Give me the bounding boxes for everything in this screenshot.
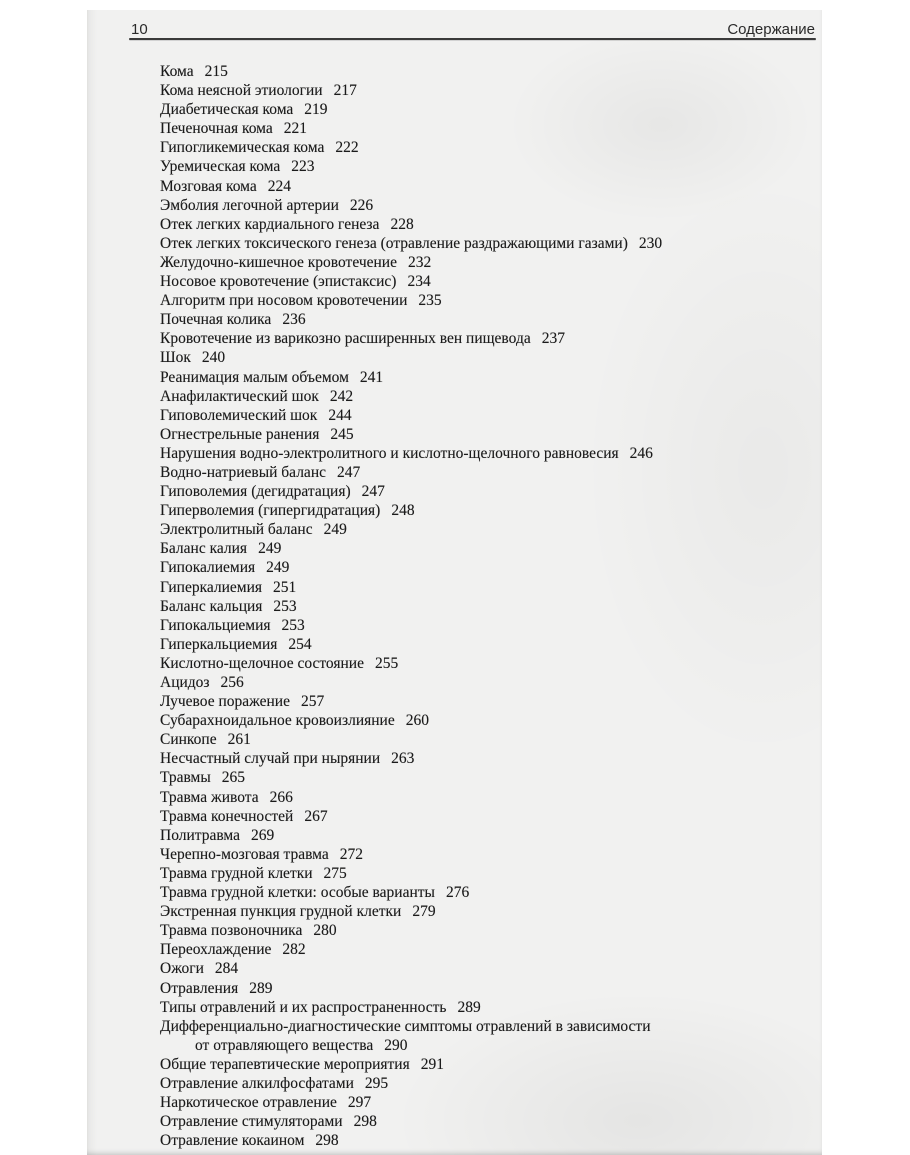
toc-entry-title: Гиперкальциемия xyxy=(160,635,278,653)
toc-entry xyxy=(160,520,812,539)
toc-entry-page-number: 248 xyxy=(391,502,415,520)
toc-entry-page-number: 215 xyxy=(204,63,228,80)
toc-entry-title: Огнестрельные ранения xyxy=(160,425,320,443)
toc-entry-title: Субарахноидальное кровоизлияние xyxy=(160,712,395,730)
toc-entry xyxy=(160,959,812,978)
toc-entry xyxy=(160,635,812,654)
toc-entry-page-number: 284 xyxy=(214,960,239,978)
toc-entry-title: Политравма xyxy=(160,826,240,844)
toc-entry-page-number: 221 xyxy=(283,120,308,138)
toc-entry-page-number: 228 xyxy=(390,215,414,233)
toc-entry xyxy=(160,768,812,787)
toc-entry-title: Ацидоз xyxy=(160,674,210,691)
toc-entry-title: Электролитный баланс xyxy=(160,521,313,539)
toc-entry-page-number: 289 xyxy=(457,998,481,1016)
toc-entry-page-number: 237 xyxy=(541,330,565,348)
toc-entry xyxy=(160,807,812,826)
toc-entry xyxy=(160,539,812,558)
toc-entry xyxy=(160,444,812,463)
toc-entry xyxy=(160,196,812,215)
toc-entry xyxy=(160,845,812,864)
toc-entry xyxy=(160,157,812,176)
toc-entry-title: Алгоритм при носовом кровотечении xyxy=(160,292,408,310)
toc-entry-page-number: 230 xyxy=(638,234,663,252)
toc-entry xyxy=(160,730,812,749)
toc-entry-title: Травма грудной клетки: особые варианты xyxy=(160,884,435,902)
toc-entry-title: Отравление стимуляторами xyxy=(160,1113,343,1131)
toc-entry-page-number: 253 xyxy=(273,597,297,615)
toc-entry xyxy=(160,1112,812,1131)
toc-entry-page-number: 282 xyxy=(282,941,306,959)
toc-entry xyxy=(160,387,812,406)
toc-entry xyxy=(160,1017,812,1036)
toc-entry-page-number: 249 xyxy=(323,521,347,539)
toc-entry xyxy=(160,826,812,845)
toc-entry xyxy=(160,864,812,883)
toc-entry-title: Общие терапевтические мероприятия xyxy=(160,1055,410,1073)
toc-entry-title: Кислотно-щелочное состояние xyxy=(160,654,364,672)
toc-entry-page-number: 297 xyxy=(347,1094,372,1112)
toc-entry-page-number: 267 xyxy=(304,807,328,825)
toc-entry xyxy=(160,81,812,100)
toc-entry xyxy=(160,406,812,425)
toc-entry xyxy=(160,1055,812,1074)
toc-entry-title: Гиперволемия (гипергидратация) xyxy=(160,502,381,520)
toc-entry-title: Типы отравлений и их распространенность xyxy=(160,998,447,1016)
toc-entry xyxy=(160,177,812,196)
toc-entry-title: Переохлаждение xyxy=(160,941,272,959)
toc-entry-title: Травмы xyxy=(160,769,211,787)
toc-entry-title: Наркотическое отравление xyxy=(160,1094,337,1112)
toc-entry xyxy=(160,578,812,597)
toc-entry-title: Травма позвоночника xyxy=(160,922,303,940)
toc-entry-page-number: 251 xyxy=(273,578,297,596)
running-head xyxy=(131,16,815,38)
toc-entry-title: Синкопе xyxy=(160,731,217,749)
toc-entry xyxy=(160,998,812,1017)
toc-entry-page-number: 249 xyxy=(266,559,290,577)
toc-entry-title: Экстренная пункция грудной клетки xyxy=(160,903,402,921)
toc-entry xyxy=(160,62,812,81)
toc-entry xyxy=(160,616,812,635)
toc-entry-title: Травма живота xyxy=(160,788,259,806)
toc-entry-page-number: 280 xyxy=(313,922,337,940)
scanned-page xyxy=(87,10,822,1155)
toc-entry-page-number: 289 xyxy=(249,979,273,997)
toc-entry-page-number: 247 xyxy=(361,483,385,501)
toc-entry-page-number: 261 xyxy=(227,731,251,749)
toc-entry-page-number: 253 xyxy=(281,616,305,634)
toc-entry xyxy=(160,654,812,673)
toc-entry-title: Печеночная кома xyxy=(160,120,273,138)
toc-list xyxy=(160,62,812,1150)
toc-entry xyxy=(160,291,812,310)
toc-entry-title: Кровотечение из варикозно расширенных вен пищевода xyxy=(160,330,531,348)
toc-entry-title: Гипокалиемия xyxy=(160,559,256,577)
toc-entry-page-number: 298 xyxy=(353,1113,377,1131)
toc-entry-page-number: 236 xyxy=(282,311,306,329)
toc-entry-title: Гипокальциемия xyxy=(160,616,271,634)
toc-entry-page-number: 263 xyxy=(391,750,415,768)
toc-entry xyxy=(160,425,812,444)
toc-entry xyxy=(160,940,812,959)
toc-entry xyxy=(160,711,812,730)
toc-entry-page-number: 240 xyxy=(201,349,226,367)
toc-entry-title: Баланс калия xyxy=(160,540,248,558)
toc-entry xyxy=(160,100,812,119)
toc-entry xyxy=(160,253,812,272)
toc-entry-title: Гипогликемическая кома xyxy=(160,139,325,157)
toc-entry xyxy=(160,348,812,367)
toc-entry xyxy=(160,1131,812,1150)
toc-entry xyxy=(160,215,812,234)
toc-entry-title: Отек легких токсического генеза (отравление раздражающими газами) xyxy=(160,234,628,252)
toc-entry xyxy=(160,788,812,807)
toc-entry-title: Отравления xyxy=(160,979,239,997)
toc-entry xyxy=(160,1036,812,1055)
toc-entry-page-number: 295 xyxy=(364,1074,389,1092)
toc-entry xyxy=(160,597,812,616)
toc-entry-page-number: 241 xyxy=(359,368,384,386)
toc-entry-title: Реанимация малым объемом xyxy=(160,368,349,386)
toc-entry-title: Эмболия легочной артерии xyxy=(160,196,339,214)
toc-entry-page-number: 219 xyxy=(304,101,328,119)
toc-entry-page-number: 246 xyxy=(629,444,653,462)
toc-entry-page-number: 276 xyxy=(445,884,470,902)
page-number: 10 xyxy=(131,21,148,38)
toc-entry xyxy=(160,272,812,291)
toc-entry xyxy=(160,234,812,253)
toc-entry-page-number: 256 xyxy=(220,674,244,691)
toc-entry-page-number: 232 xyxy=(407,253,432,271)
toc-entry-title: Желудочно-кишечное кровотечение xyxy=(160,253,397,271)
toc-entry xyxy=(160,673,812,692)
toc-entry-page-number: 244 xyxy=(328,406,352,424)
toc-entry xyxy=(160,138,812,157)
toc-entry-title: Дифференциально-диагностические симптомы отравлений в зависимости xyxy=(160,1017,651,1035)
toc-entry xyxy=(160,921,812,940)
toc-entry-page-number: 255 xyxy=(374,654,399,672)
toc-entry-title: Нарушения водно-электролитного и кислотно-щелочного равновесия xyxy=(160,444,619,462)
toc-entry xyxy=(160,463,812,482)
toc-entry-title: Кома неясной этиологии xyxy=(160,82,323,100)
toc-entry xyxy=(160,1093,812,1112)
toc-entry-title: Отек легких кардиального генеза xyxy=(160,215,380,233)
toc-entry-page-number: 279 xyxy=(412,903,436,921)
toc-entry-page-number: 266 xyxy=(269,788,293,806)
toc-entry xyxy=(160,501,812,520)
toc-entry-title: Отравление алкилфосфатами xyxy=(160,1074,354,1092)
toc-entry-page-number: 242 xyxy=(329,387,354,405)
toc-entry-page-number: 257 xyxy=(301,693,325,711)
header-rule xyxy=(129,38,816,40)
toc-entry-title: Диабетическая кома xyxy=(160,101,294,119)
toc-entry-title: Травма конечностей xyxy=(160,807,294,825)
toc-entry-page-number: 226 xyxy=(349,196,374,214)
toc-entry xyxy=(160,902,812,921)
toc-entry-page-number: 223 xyxy=(291,158,315,176)
toc-entry-page-number: 224 xyxy=(267,177,292,195)
toc-entry xyxy=(160,329,812,348)
toc-entry-page-number: 260 xyxy=(405,712,429,730)
toc-entry-title: Ожоги xyxy=(160,960,204,978)
toc-entry xyxy=(160,119,812,138)
toc-entry-title: Почечная колика xyxy=(160,311,272,329)
toc-entry xyxy=(160,1074,812,1093)
toc-entry xyxy=(160,368,812,387)
toc-entry-title: Гиповолемия (дегидратация) xyxy=(160,483,351,501)
toc-entry-title: Носовое кровотечение (эпистаксис) xyxy=(160,273,397,291)
toc-entry xyxy=(160,482,812,501)
toc-entry-page-number: 291 xyxy=(420,1055,444,1073)
toc-entry xyxy=(160,883,812,902)
toc-entry-title: Несчастный случай при нырянии xyxy=(160,750,381,768)
toc-entry xyxy=(160,558,812,577)
toc-entry-page-number: 222 xyxy=(335,139,359,157)
toc-entry-title: Гиперкалиемия xyxy=(160,578,263,596)
toc-entry-page-number: 245 xyxy=(330,425,354,443)
toc-entry-title: Гиповолемический шок xyxy=(160,406,318,424)
toc-entry-title: Водно-натриевый баланс xyxy=(160,463,326,481)
toc-entry-title: Кома xyxy=(160,63,194,80)
toc-entry-title: Уремическая кома xyxy=(160,158,281,176)
toc-entry-page-number: 249 xyxy=(258,540,282,558)
toc-entry-title: Баланс кальция xyxy=(160,597,263,615)
toc-entry-title: Черепно-мозговая травма xyxy=(160,845,329,863)
toc-entry-page-number: 235 xyxy=(418,292,442,310)
toc-entry-page-number: 275 xyxy=(323,864,347,882)
toc-entry xyxy=(160,310,812,329)
toc-entry-title: Анафилактический шок xyxy=(160,387,319,405)
toc-entry-page-number: 272 xyxy=(339,845,363,863)
toc-entry-page-number: 269 xyxy=(251,826,275,844)
toc-entry xyxy=(160,749,812,768)
toc-entry-page-number: 254 xyxy=(288,635,312,653)
toc-entry xyxy=(160,979,812,998)
toc-entry-page-number: 234 xyxy=(407,273,431,291)
toc-entry-title: Мозговая кома xyxy=(160,177,257,195)
toc-entry-page-number: 217 xyxy=(333,82,357,100)
toc-entry-title: Шок xyxy=(160,349,191,367)
toc-entry-page-number: 298 xyxy=(315,1132,339,1150)
running-title: Содержание xyxy=(727,21,815,38)
toc-entry-page-number: 290 xyxy=(384,1036,408,1054)
toc-entry-title: Лучевое поражение xyxy=(160,693,290,711)
toc-entry-title: от отравляющего вещества xyxy=(195,1036,374,1054)
toc-entry-title: Отравление кокаином xyxy=(160,1132,305,1150)
toc-entry xyxy=(160,692,812,711)
toc-entry-page-number: 247 xyxy=(337,463,361,481)
toc-entry-title: Травма грудной клетки xyxy=(160,864,313,882)
toc-entry-page-number: 265 xyxy=(221,769,246,787)
